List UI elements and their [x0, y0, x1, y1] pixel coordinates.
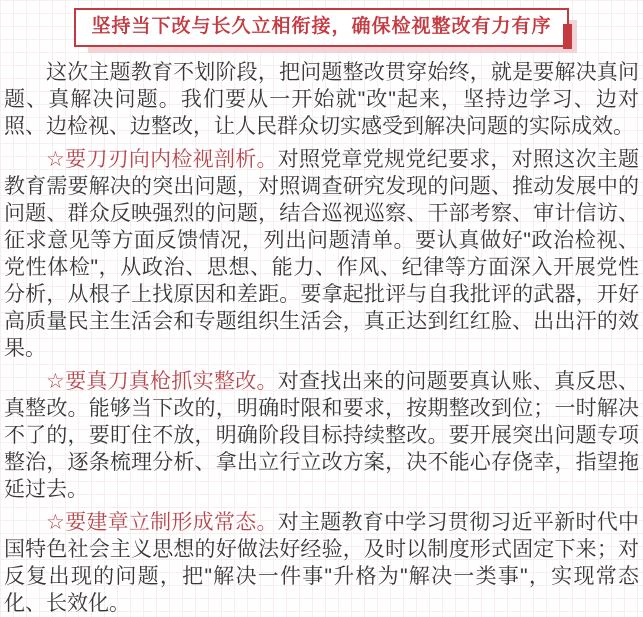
header-banner: [74, 8, 568, 47]
article-body: [0, 59, 643, 617]
paragraph-institutionalization: [4, 509, 639, 617]
corner-accent-bar: [563, 24, 572, 49]
paragraph-intro: [4, 59, 639, 140]
paragraph-lead: ☆要刀刃向内检视剖析。: [46, 148, 278, 171]
paragraph-lead: ☆要真刀真枪抓实整改。: [46, 370, 278, 393]
header-wrap: [0, 0, 643, 47]
paragraph-text: 这次主题教育不划阶段，把问题整改贯穿始终，就是要解决真问题、真解决问题。我们要从一开始就"改"起来，坚持边学习、边对照、边检视、边整改，让人民群众切实感受到解决问题的实际成效。: [4, 61, 639, 138]
paragraph-text: 对主题教育中学习贯彻习近平新时代中国特色社会主义思想的好做法好经验，及时以制度形式固定下来；对反复出现的问题，把"解决一件事"升格为"解决一类事"，实现常态化、长效化。: [4, 511, 639, 615]
paragraph-text: 对查找出来的问题要真认账、真反思、真整改。能够当下改的，明确时限和要求，按期整改到位；一时解决不了的，要盯住不放，明确阶段目标持续整改。要开展突出问题专项整治，逐条梳理分析、拿出立行立改方案，决不能心存侥幸，指望拖延过去。: [4, 370, 639, 501]
page-title: 坚持当下改与长久立相衔接，确保检视整改有力有序: [91, 16, 552, 37]
paragraph-self-examination: [4, 146, 639, 362]
paragraph-lead: ☆要建章立制形成常态。: [46, 511, 278, 534]
paragraph-rectification: [4, 368, 639, 503]
paragraph-text: 对照党章党规党纪要求，对照这次主题教育需要解决的突出问题，对照调查研究发现的问题、推动发展中的问题、群众反映强烈的问题，结合巡视巡察、干部考察、审计信访、征求意见等方面反馈情况，列出问题清单。要认真做好"政治检视、党性体检"，从政治、思想、能力、作风、纪律等方面深入开展党性分析，从根子上找原因和差距。要拿起批评与自我批评的武器，开好高质量民主生活会和专题组织生活会，真正达到红红脸、出出汗的效果。: [4, 148, 639, 360]
